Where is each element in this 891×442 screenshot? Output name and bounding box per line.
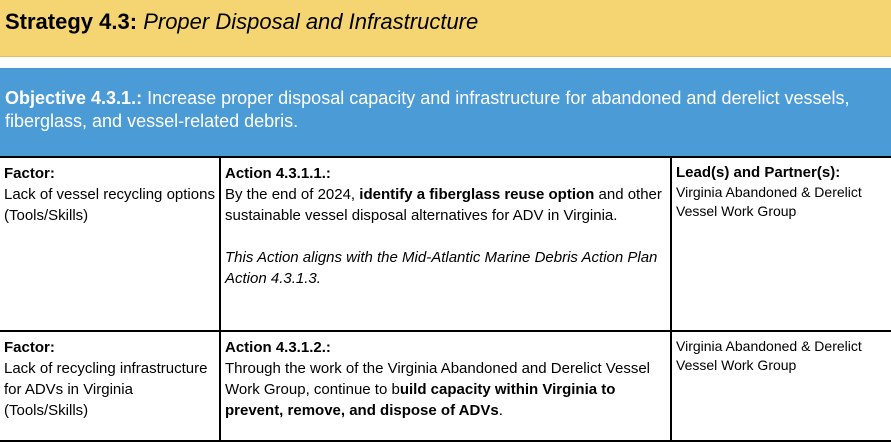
lead-cell <box>671 331 891 441</box>
lead-label: Lead(s) and Partner(s): <box>676 164 841 181</box>
action-text-bold: identify a fiberglass reuse option <box>359 186 595 203</box>
action-text-post: and other sustainable vessel disposal alternatives for ADV in Virginia. <box>225 186 662 224</box>
lead-cell <box>671 157 891 331</box>
factor-label: Factor: <box>4 165 55 182</box>
objective-header <box>0 68 891 156</box>
strategy-number: Strategy 4.3: <box>5 9 138 34</box>
table-row <box>0 331 891 441</box>
action-label: Action 4.3.1.1.: <box>225 165 331 182</box>
objective-text: Increase proper disposal capacity and infrastructure for abandoned and derelict vessels, fiberglass, and vessel-related debris. <box>5 88 850 131</box>
factor-text: Lack of vessel recycling options (Tools/Skills) <box>4 186 215 224</box>
factor-cell <box>0 157 220 331</box>
action-cell <box>220 331 671 441</box>
action-label: Action 4.3.1.2.: <box>225 339 331 356</box>
table-row <box>0 157 891 331</box>
factor-text: Lack of recycling infrastructure for ADVs in Virginia (Tools/Skills) <box>4 360 208 419</box>
action-text-bold: uild capacity within Virginia to prevent, remove, and dispose of ADVs <box>225 381 616 419</box>
action-text-pre: Through the work of the Virginia Abandoned and Derelict Vessel Work Group, continue to b <box>225 360 650 398</box>
objective-number: Objective 4.3.1.: <box>5 88 143 108</box>
factor-label: Factor: <box>4 339 55 356</box>
action-note: This Action aligns with the Mid-Atlantic Marine Debris Action Plan Action 4.3.1.3. <box>225 249 658 287</box>
strategy-header <box>0 0 891 57</box>
action-table <box>0 156 891 442</box>
factor-cell <box>0 331 220 441</box>
action-cell <box>220 157 671 331</box>
lead-text: Virginia Abandoned & Derelict Vessel Work Group <box>676 338 862 373</box>
action-text-pre: By the end of 2024, <box>225 186 360 203</box>
action-text-post: . <box>498 402 503 419</box>
strategy-title: Proper Disposal and Infrastructure <box>143 9 479 34</box>
lead-text: Virginia Abandoned & Derelict Vessel Work Group <box>676 184 862 219</box>
